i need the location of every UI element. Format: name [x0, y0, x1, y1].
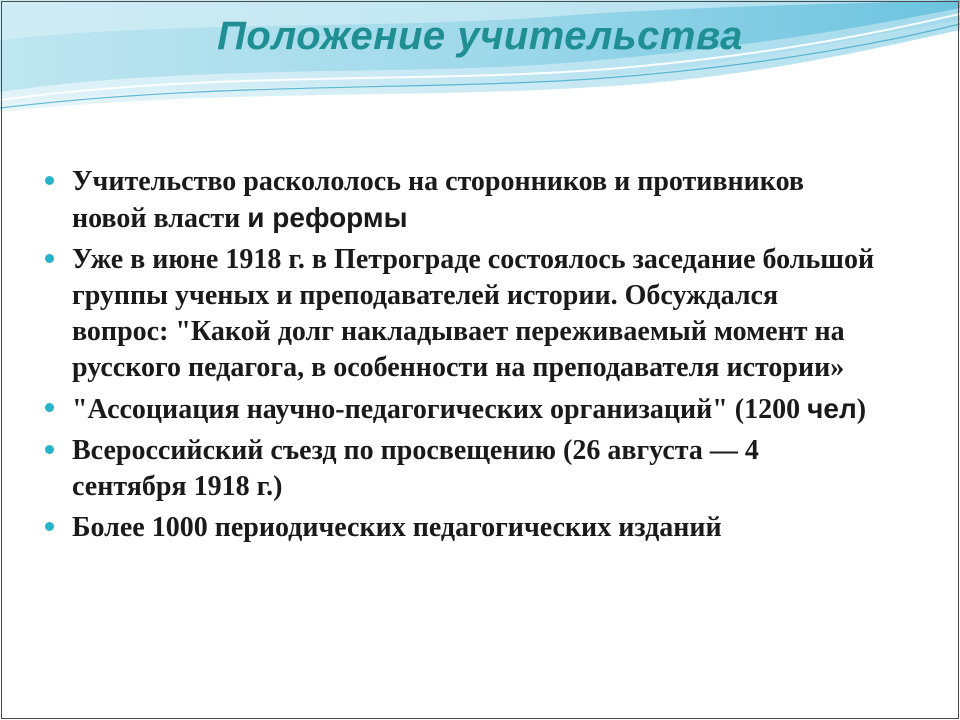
bullet-text: "Ассоциация научно-педагогических организаций" (1200 [72, 394, 808, 425]
bullet-item [40, 391, 880, 428]
bullet-dot-icon [45, 254, 54, 263]
bullet-item [40, 164, 880, 237]
slide-title: Положение учительства [217, 14, 743, 58]
bullet-list [40, 164, 880, 551]
bullet-item [40, 242, 880, 386]
bullet-text-mid: чел [807, 393, 857, 424]
bullet-text: Учительство раскололось на сторонников и противников новой власти [72, 166, 804, 234]
bullet-dot-icon [45, 403, 54, 412]
bullet-item [40, 510, 880, 546]
bullet-dot-icon [45, 445, 54, 454]
bullet-text-tail: ) [856, 394, 867, 425]
bullet-dot-icon [45, 176, 54, 185]
bullet-text: Всероссийский съезд по просвещению (26 августа — 4 сентября 1918 г.) [72, 435, 759, 502]
bullet-text: Более 1000 периодических педагогических изданий [72, 512, 722, 543]
bullet-text-tail: и реформы [247, 202, 408, 233]
bullet-item [40, 433, 880, 505]
bullet-text: Уже в июне 1918 г. в Петрограде состоялось заседание большой группы ученых и преподавателей истории. Обсуждался вопрос: "Какой долг накладывает переживаемый момент на русского педагога, в особенности на преподавателя истории» [72, 244, 875, 383]
bullet-dot-icon [45, 522, 54, 531]
